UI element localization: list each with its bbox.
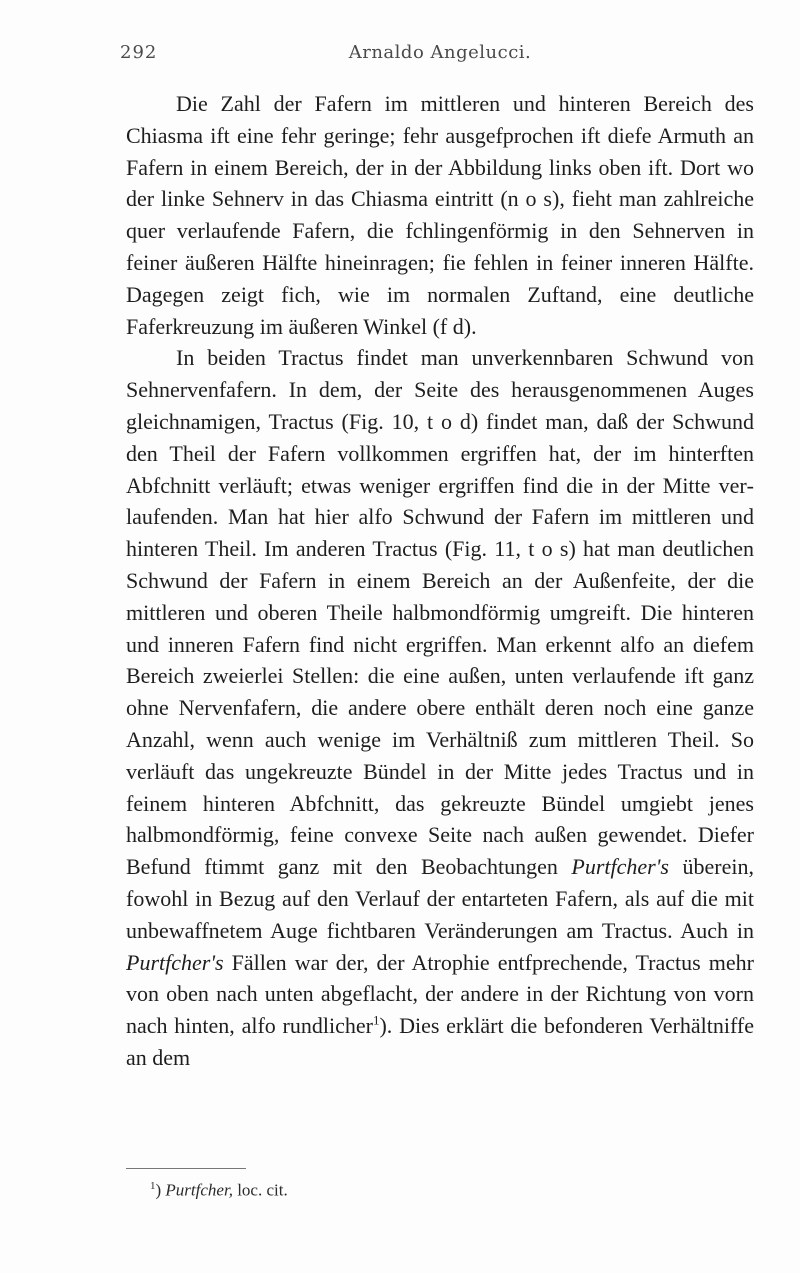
page-header xyxy=(120,42,760,72)
footnote-divider xyxy=(126,1168,246,1169)
paragraph-1: Die Zahl der Fafern im mittleren und hinteren Bereich des Chiasma ift eine fehr geringe; fehr ausgefprochen ift diefe Armuth an Fafern in einem Bereich, der in der Abbildung links oben ift. Dort wo der linke Sehnerv in das Chiasma eintritt (n o s), fieht man zahlreiche quer verlaufende Fafern, die fchlingenförmig in den Sehnerven in feiner äußeren Hälfte hineinragen; fie fehlen in feiner inneren Hälfte. Dagegen zeigt fich, wie im normalen Zuftand, eine deutliche Faferkreuzung im äußeren Winkel (f d). xyxy=(126,91,754,339)
paragraph-2-text-cont-3: ). Dies erklärt die befonderen Verhältniffe an dem xyxy=(126,1013,754,1070)
paragraph-2-text-cont-2: Fällen war der, der Atrophie entfprechende, Tractus mehr von oben nach unten abgeflacht, der andere in der Richtung von vorn nach hinten, alfo rundlicher xyxy=(126,949,754,1039)
footnote xyxy=(150,1180,750,1201)
running-title: Arnaldo Angelucci. xyxy=(348,42,532,63)
footnote-marker: 1 xyxy=(150,1180,156,1192)
paragraph-2 xyxy=(126,342,754,1073)
author-purtscher-2: Purtfcher's xyxy=(126,949,224,975)
footnote-ref[interactable]: 1 xyxy=(372,1012,380,1028)
footnote-citation: loc. cit. xyxy=(232,1180,288,1200)
footnote-author: Purtfcher, xyxy=(165,1180,233,1200)
page-number: 292 xyxy=(120,42,158,63)
paragraph-2-text: In beiden Tractus findet man unverkennbaren Schwund von Sehnervenfafern. In dem, der Seite des herausgenommenen Auges gleichnamigen, Tractus (Fig. 10, t o d) findet man, daß der Schwund den Theil der Fafern vollkommen ergriffen hat, der im hinterften Abfchnitt verläuft; etwas weniger ergriffen find die in der Mitte verlaufenden. Man hat hier alfo Schwund der Fafern im mittleren und hinteren Theil. Im anderen Tractus (Fig. 11, t o s) hat man deutlichen Schwund der Fafern in einem Bereich an der Außenfeite, der die mittleren und oberen Theile halbmondförmig umgreift. Die hinteren und inneren Fafern find nicht ergriffen. Man erkennt alfo an diefem Bereich zweierlei Stellen: die eine außen, unten verlaufende ift ganz ohne Nervenfafern, die andere obere enthält deren noch eine ganze Anzahl, wenn auch wenige im Verhältniß zum mittleren Theil. So verläuft das ungekreuzte Bündel in der Mitte jedes Tractus und in feinem hinteren Abfchnitt, das gekreuzte Bündel umgiebt jenes halbmondförmig, feine convexe Seite nach außen gewendet. Diefer Befund ftimmt ganz mit den Beobachtungen xyxy=(126,345,754,880)
paragraph-2-text-cont: überein, fowohl in Bezug auf den Verlauf der entarteten Fafern, als auf die mit unbewaffnetem Auge fichtbaren Veränderungen am Tractus. Auch in xyxy=(126,854,754,943)
author-purtscher-1: Purtfcher's xyxy=(571,854,669,880)
body-text xyxy=(126,88,754,1074)
footnote-paren: ) xyxy=(155,1180,162,1200)
